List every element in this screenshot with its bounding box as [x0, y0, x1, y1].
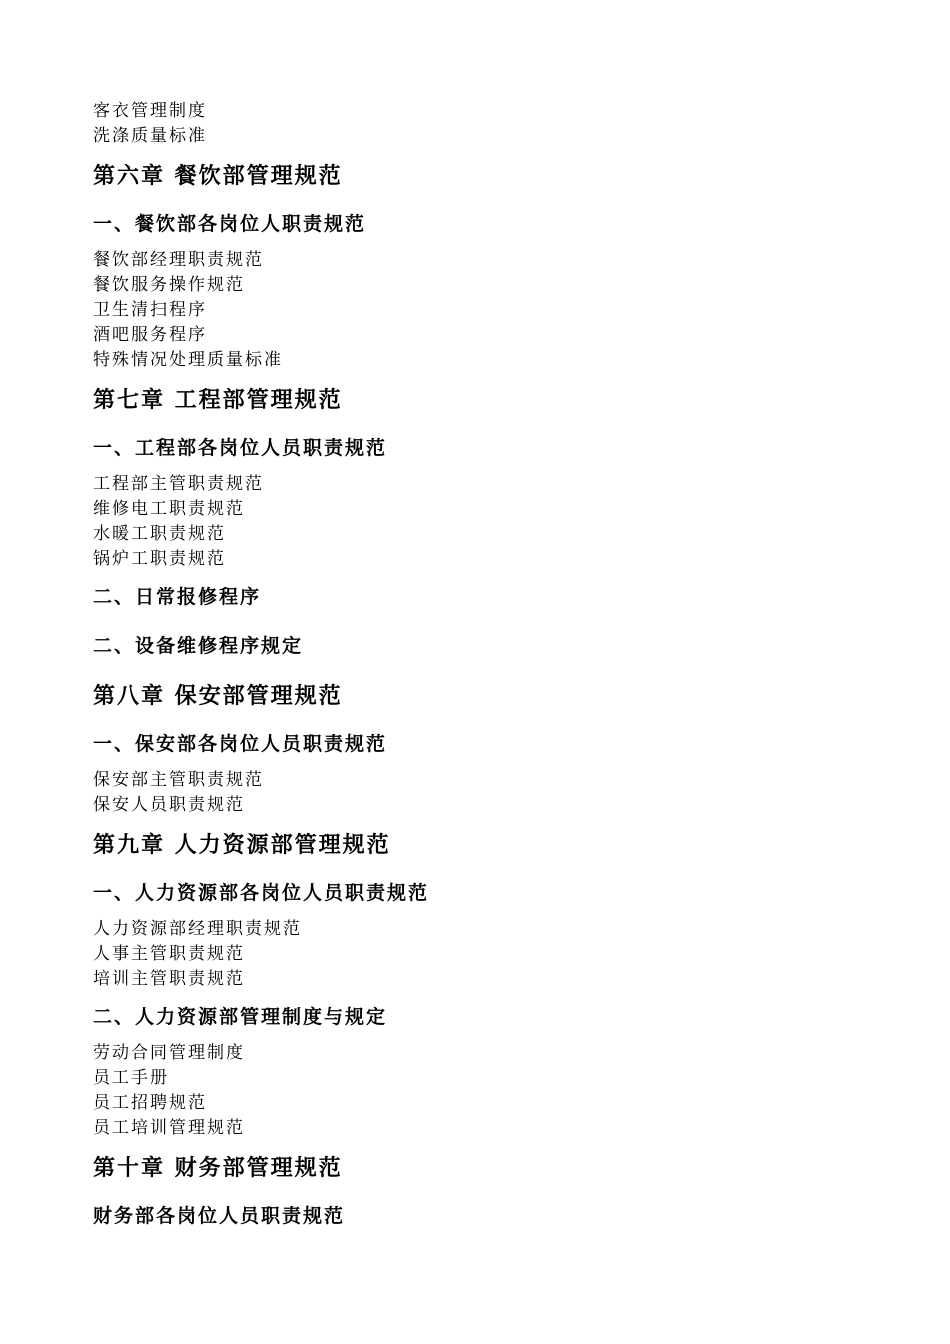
list-item: 水暖工职责规范 [93, 524, 226, 544]
chapter-heading: 第八章 保安部管理规范 [93, 683, 343, 709]
list-item: 培训主管职责规范 [93, 969, 245, 989]
list-item: 劳动合同管理制度 [93, 1043, 245, 1063]
section-heading: 一、保安部各岗位人员职责规范 [93, 733, 388, 755]
list-item: 餐饮服务操作规范 [93, 275, 245, 295]
list-item: 餐饮部经理职责规范 [93, 250, 264, 270]
chapter-heading: 第九章 人力资源部管理规范 [93, 832, 391, 858]
list-item: 特殊情况处理质量标准 [93, 350, 283, 370]
section-heading: 一、工程部各岗位人员职责规范 [93, 437, 388, 459]
chapter-heading: 第七章 工程部管理规范 [93, 387, 343, 413]
list-item: 工程部主管职责规范 [93, 474, 264, 494]
list-item: 锅炉工职责规范 [93, 549, 226, 569]
section-heading: 财务部各岗位人员职责规范 [93, 1205, 346, 1227]
section-heading: 一、人力资源部各岗位人员职责规范 [93, 882, 430, 904]
list-item: 人事主管职责规范 [93, 944, 245, 964]
section-heading: 二、设备维修程序规定 [93, 635, 304, 657]
section-heading: 二、日常报修程序 [93, 586, 262, 608]
list-item: 员工培训管理规范 [93, 1118, 245, 1138]
section-heading: 一、餐饮部各岗位人职责规范 [93, 213, 367, 235]
list-item: 员工手册 [93, 1068, 169, 1088]
chapter-heading: 第六章 餐饮部管理规范 [93, 163, 343, 189]
list-item: 酒吧服务程序 [93, 325, 207, 345]
list-item: 人力资源部经理职责规范 [93, 919, 302, 939]
list-item: 洗涤质量标准 [93, 126, 207, 146]
document-page [93, 99, 893, 1229]
list-item: 保安部主管职责规范 [93, 770, 264, 790]
list-item: 保安人员职责规范 [93, 795, 245, 815]
list-item: 客衣管理制度 [93, 101, 207, 121]
section-heading: 二、人力资源部管理制度与规定 [93, 1006, 388, 1028]
list-item: 维修电工职责规范 [93, 499, 245, 519]
list-item: 卫生清扫程序 [93, 300, 207, 320]
chapter-heading: 第十章 财务部管理规范 [93, 1155, 343, 1181]
list-item: 员工招聘规范 [93, 1093, 207, 1113]
